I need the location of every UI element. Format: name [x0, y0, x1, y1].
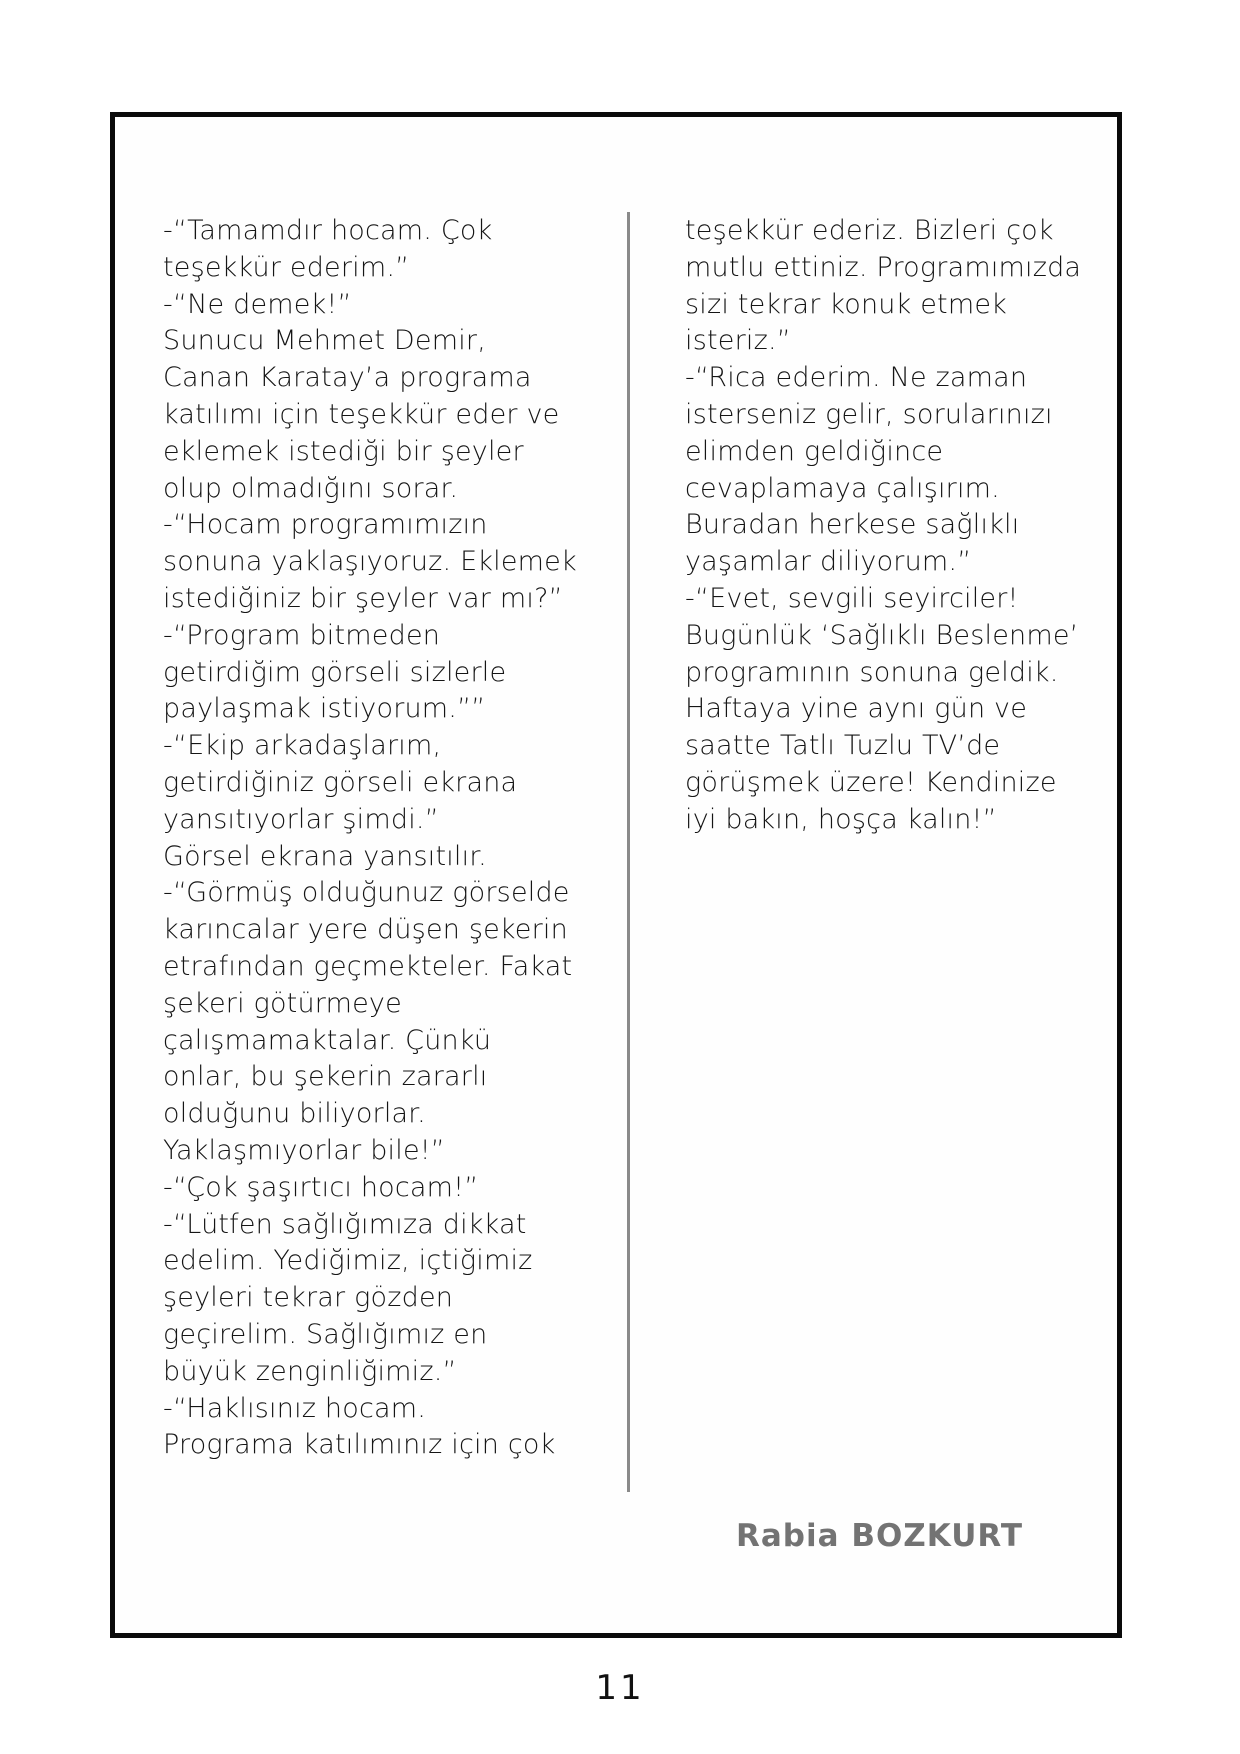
- text-line: görüşmek üzere! Kendinize: [685, 766, 1057, 798]
- text-line: yansıtıyorlar şimdi.”: [163, 803, 439, 835]
- text-line: Bugünlük ‘Sağlıklı Beslenme’: [685, 619, 1079, 651]
- text-line: elimden geldiğince: [685, 435, 944, 467]
- text-line: -“Hocam programımızın: [163, 509, 488, 541]
- text-line: -“Ne demek!”: [163, 288, 352, 320]
- text-line: Yaklaşmıyorlar bile!”: [163, 1134, 445, 1166]
- text-line: şeyleri tekrar gözden: [163, 1282, 454, 1314]
- text-line: istediğiniz bir şeyler var mı?”: [163, 582, 563, 614]
- text-line: isteriz.”: [685, 325, 791, 357]
- text-line: olduğunu biliyorlar.: [163, 1098, 426, 1130]
- text-line: Buradan herkese sağlıklı: [685, 509, 1020, 541]
- text-line: teşekkür ederiz. Bizleri çok: [685, 215, 1054, 246]
- text-line: olup olmadığını sorar.: [163, 472, 459, 504]
- text-line: edelim. Yediğimiz, içtiğimiz: [163, 1245, 533, 1277]
- text-line: cevaplamaya çalışırım.: [685, 472, 1000, 504]
- text-line: eklemek istediği bir şeyler: [163, 435, 524, 467]
- text-line: teşekkür ederim.”: [163, 251, 410, 283]
- text-line: -“Rica ederim. Ne zaman: [685, 362, 1028, 394]
- text-line: -“Lütfen sağlığımıza dikkat: [163, 1208, 527, 1240]
- text-line: sizi tekrar konuk etmek: [685, 288, 1007, 320]
- text-line: iyi bakın, hoşça kalın!”: [685, 803, 997, 835]
- text-line: getirdiğiniz görseli ekrana: [163, 766, 518, 798]
- text-line: mutlu ettiniz. Programımızda: [685, 251, 1082, 283]
- text-line: Görsel ekrana yansıtılır.: [163, 840, 487, 872]
- text-line: sonuna yaklaşıyoruz. Eklemek: [163, 546, 577, 578]
- text-line: onlar, bu şekerin zararlı: [163, 1061, 488, 1093]
- text-line: Sunucu Mehmet Demir,: [163, 325, 487, 357]
- text-line: saatte Tatlı Tuzlu TV’de: [685, 730, 1001, 762]
- text-line: -“Ekip arkadaşlarım,: [163, 730, 442, 762]
- text-line: katılımı için teşekkür eder ve: [163, 398, 560, 430]
- text-line: -“Çok şaşırtıcı hocam!”: [163, 1171, 479, 1203]
- text-line: -“Evet, sevgili seyirciler!: [685, 582, 1019, 614]
- text-line: karıncalar yere düşen şekerin: [163, 914, 568, 946]
- text-line: şekeri götürmeye: [163, 987, 402, 1019]
- text-line: -“Görmüş olduğunuz görselde: [163, 877, 570, 909]
- text-line: Programa katılımınız için çok: [163, 1429, 556, 1461]
- author-name: Rabia BOZKURT: [736, 1518, 1024, 1554]
- text-line: Haftaya yine aynı gün ve: [685, 693, 1028, 725]
- text-line: -“Haklısınız hocam.: [163, 1392, 427, 1424]
- column-divider: [627, 212, 630, 1492]
- text-line: çalışmamaktalar. Çünkü: [163, 1024, 492, 1056]
- text-line: büyük zenginliğimiz.”: [163, 1355, 457, 1387]
- text-line: etrafından geçmekteler. Fakat: [163, 950, 573, 982]
- left-column: [163, 213, 577, 1464]
- right-column: [685, 213, 1081, 839]
- page-number: 11: [595, 1668, 645, 1708]
- text-line: yaşamlar diliyorum.”: [685, 546, 972, 578]
- text-line: programının sonuna geldik.: [685, 656, 1059, 688]
- text-line: geçirelim. Sağlığımız en: [163, 1318, 488, 1350]
- text-line: -“Program bitmeden: [163, 619, 441, 651]
- text-line: paylaşmak istiyorum.””: [163, 693, 486, 725]
- text-line: -“Tamamdır hocam. Çok: [163, 215, 493, 246]
- text-line: isterseniz gelir, sorularınızı: [685, 398, 1053, 430]
- text-line: getirdiğim görseli sizlerle: [163, 656, 507, 688]
- text-line: Canan Karatay’a programa: [163, 362, 532, 394]
